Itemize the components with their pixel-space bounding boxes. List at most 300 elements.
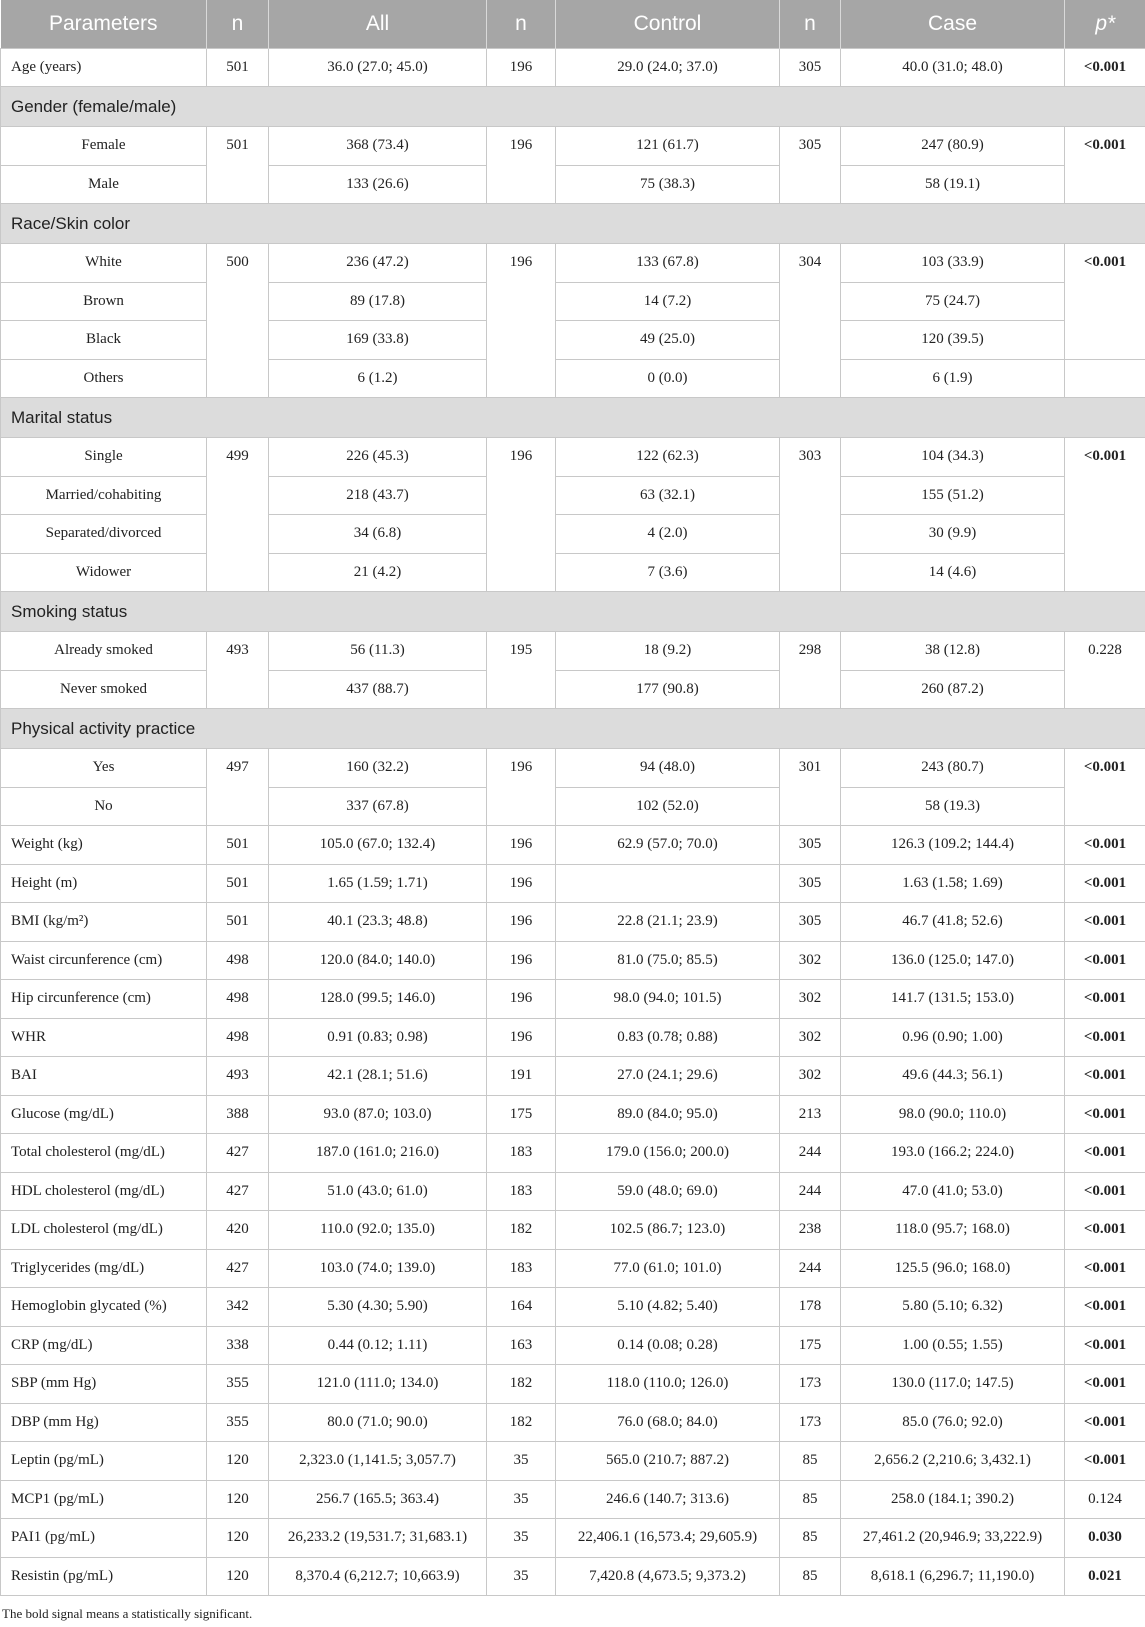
all-cell: 34 (6.8) <box>269 515 487 554</box>
n-case-cell: 244 <box>780 1249 841 1288</box>
n-case-cell: 305 <box>780 48 841 87</box>
all-cell: 93.0 (87.0; 103.0) <box>269 1095 487 1134</box>
case-cell: 155 (51.2) <box>841 476 1065 515</box>
case-cell: 104 (34.3) <box>841 438 1065 477</box>
n-case-cell: 85 <box>780 1557 841 1596</box>
case-cell: 120 (39.5) <box>841 321 1065 360</box>
n-control-cell: 196 <box>487 826 556 865</box>
table-row <box>1 1557 1145 1596</box>
p-value-cell: <0.001 <box>1065 1018 1145 1057</box>
control-cell: 63 (32.1) <box>556 476 780 515</box>
control-cell: 7 (3.6) <box>556 553 780 592</box>
parameter-label: Male <box>1 165 207 204</box>
case-cell: 247 (80.9) <box>841 127 1065 166</box>
n-case-cell: 85 <box>780 1442 841 1481</box>
section-row <box>1 592 1145 632</box>
table-row <box>1 1288 1145 1327</box>
p-value-cell: <0.001 <box>1065 1365 1145 1404</box>
all-cell: 42.1 (28.1; 51.6) <box>269 1057 487 1096</box>
control-cell: 102.5 (86.7; 123.0) <box>556 1211 780 1250</box>
n-all-cell: 427 <box>207 1134 269 1173</box>
p-value-cell: <0.001 <box>1065 48 1145 87</box>
control-cell: 81.0 (75.0; 85.5) <box>556 941 780 980</box>
parameter-label: DBP (mm Hg) <box>1 1403 207 1442</box>
p-value-cell: 0.030 <box>1065 1519 1145 1558</box>
n-case-cell: 305 <box>780 127 841 204</box>
n-case-cell: 303 <box>780 438 841 592</box>
n-control-cell: 182 <box>487 1365 556 1404</box>
section-title-smoking: Smoking status <box>1 592 1145 632</box>
control-cell: 177 (90.8) <box>556 670 780 709</box>
case-cell: 2,656.2 (2,210.6; 3,432.1) <box>841 1442 1065 1481</box>
parameter-label: Triglycerides (mg/dL) <box>1 1249 207 1288</box>
all-cell: 26,233.2 (19,531.7; 31,683.1) <box>269 1519 487 1558</box>
n-case-cell: 85 <box>780 1519 841 1558</box>
section-title-marital: Marital status <box>1 398 1145 438</box>
header-n-case: n <box>780 0 841 48</box>
parameter-label: LDL cholesterol (mg/dL) <box>1 1211 207 1250</box>
header-n-all: n <box>207 0 269 48</box>
p-value-cell: <0.001 <box>1065 864 1145 903</box>
all-cell: 2,323.0 (1,141.5; 3,057.7) <box>269 1442 487 1481</box>
control-cell: 22.8 (21.1; 23.9) <box>556 903 780 942</box>
parameter-label: Leptin (pg/mL) <box>1 1442 207 1481</box>
table-row <box>1 1480 1145 1519</box>
control-cell: 94 (48.0) <box>556 749 780 788</box>
parameter-label: Height (m) <box>1 864 207 903</box>
n-all-cell: 499 <box>207 438 269 592</box>
n-control-cell: 196 <box>487 864 556 903</box>
control-cell: 98.0 (94.0; 101.5) <box>556 980 780 1019</box>
parameter-label: Never smoked <box>1 670 207 709</box>
p-value-cell: <0.001 <box>1065 127 1145 204</box>
all-cell: 51.0 (43.0; 61.0) <box>269 1172 487 1211</box>
all-cell: 218 (43.7) <box>269 476 487 515</box>
table-row <box>1 632 1145 671</box>
n-case-cell: 173 <box>780 1403 841 1442</box>
parameter-label: Glucose (mg/dL) <box>1 1095 207 1134</box>
n-case-cell: 238 <box>780 1211 841 1250</box>
p-value-cell: 0.021 <box>1065 1557 1145 1596</box>
parameter-label: Female <box>1 127 207 166</box>
control-cell: 59.0 (48.0; 69.0) <box>556 1172 780 1211</box>
table-row <box>1 864 1145 903</box>
n-control-cell: 182 <box>487 1211 556 1250</box>
n-case-cell: 85 <box>780 1480 841 1519</box>
table-row <box>1 359 1145 398</box>
n-control-cell: 164 <box>487 1288 556 1327</box>
n-control-cell: 175 <box>487 1095 556 1134</box>
case-cell: 40.0 (31.0; 48.0) <box>841 48 1065 87</box>
case-cell: 260 (87.2) <box>841 670 1065 709</box>
n-all-cell: 338 <box>207 1326 269 1365</box>
n-control-cell: 35 <box>487 1519 556 1558</box>
parameter-label: MCP1 (pg/mL) <box>1 1480 207 1519</box>
case-cell: 46.7 (41.8; 52.6) <box>841 903 1065 942</box>
table-row <box>1 476 1145 515</box>
n-control-cell: 35 <box>487 1442 556 1481</box>
p-value-cell: <0.001 <box>1065 1134 1145 1173</box>
parameter-label: White <box>1 244 207 283</box>
n-control-cell: 183 <box>487 1249 556 1288</box>
all-cell: 187.0 (161.0; 216.0) <box>269 1134 487 1173</box>
n-case-cell: 302 <box>780 941 841 980</box>
case-cell: 47.0 (41.0; 53.0) <box>841 1172 1065 1211</box>
all-cell: 437 (88.7) <box>269 670 487 709</box>
p-value-cell: <0.001 <box>1065 244 1145 360</box>
n-control-cell: 35 <box>487 1480 556 1519</box>
n-control-cell: 196 <box>487 941 556 980</box>
header-case: Case <box>841 0 1065 48</box>
table-row <box>1 438 1145 477</box>
control-cell: 18 (9.2) <box>556 632 780 671</box>
case-cell: 136.0 (125.0; 147.0) <box>841 941 1065 980</box>
p-value-cell: <0.001 <box>1065 1095 1145 1134</box>
p-value-cell: 0.228 <box>1065 632 1145 709</box>
all-cell: 1.65 (1.59; 1.71) <box>269 864 487 903</box>
n-all-cell: 500 <box>207 244 269 398</box>
parameter-label: SBP (mm Hg) <box>1 1365 207 1404</box>
table-row <box>1 321 1145 360</box>
control-cell: 0.14 (0.08; 0.28) <box>556 1326 780 1365</box>
parameter-label: Weight (kg) <box>1 826 207 865</box>
control-cell <box>556 864 780 903</box>
p-value-cell: <0.001 <box>1065 1288 1145 1327</box>
table-header <box>1 0 1145 48</box>
control-cell: 5.10 (4.82; 5.40) <box>556 1288 780 1327</box>
table-row <box>1 1057 1145 1096</box>
n-all-cell: 427 <box>207 1172 269 1211</box>
table-row <box>1 670 1145 709</box>
section-row <box>1 398 1145 438</box>
p-value-cell: <0.001 <box>1065 1172 1145 1211</box>
all-cell: 21 (4.2) <box>269 553 487 592</box>
all-cell: 8,370.4 (6,212.7; 10,663.9) <box>269 1557 487 1596</box>
section-title-activity: Physical activity practice <box>1 709 1145 749</box>
section-row <box>1 709 1145 749</box>
table-row <box>1 1519 1145 1558</box>
control-cell: 0 (0.0) <box>556 359 780 398</box>
parameter-label: Single <box>1 438 207 477</box>
table-row <box>1 826 1145 865</box>
all-cell: 56 (11.3) <box>269 632 487 671</box>
parameter-label: Already smoked <box>1 632 207 671</box>
parameter-label: No <box>1 787 207 826</box>
all-cell: 128.0 (99.5; 146.0) <box>269 980 487 1019</box>
n-case-cell: 302 <box>780 1057 841 1096</box>
table-row <box>1 1249 1145 1288</box>
control-cell: 22,406.1 (16,573.4; 29,605.9) <box>556 1519 780 1558</box>
table-row <box>1 48 1145 87</box>
case-cell: 58 (19.3) <box>841 787 1065 826</box>
control-cell: 102 (52.0) <box>556 787 780 826</box>
p-value-cell: <0.001 <box>1065 1442 1145 1481</box>
n-case-cell: 244 <box>780 1172 841 1211</box>
table-row <box>1 244 1145 283</box>
header-all: All <box>269 0 487 48</box>
parameter-label: BMI (kg/m²) <box>1 903 207 942</box>
control-cell: 565.0 (210.7; 887.2) <box>556 1442 780 1481</box>
case-cell: 193.0 (166.2; 224.0) <box>841 1134 1065 1173</box>
n-case-cell: 305 <box>780 826 841 865</box>
n-all-cell: 498 <box>207 941 269 980</box>
n-control-cell: 196 <box>487 244 556 398</box>
n-all-cell: 493 <box>207 1057 269 1096</box>
n-all-cell: 501 <box>207 48 269 87</box>
parameter-label: Separated/divorced <box>1 515 207 554</box>
table-row <box>1 1326 1145 1365</box>
case-cell: 85.0 (76.0; 92.0) <box>841 1403 1065 1442</box>
all-cell: 80.0 (71.0; 90.0) <box>269 1403 487 1442</box>
n-control-cell: 182 <box>487 1403 556 1442</box>
control-cell: 14 (7.2) <box>556 282 780 321</box>
n-all-cell: 501 <box>207 864 269 903</box>
all-cell: 236 (47.2) <box>269 244 487 283</box>
n-case-cell: 298 <box>780 632 841 709</box>
control-cell: 76.0 (68.0; 84.0) <box>556 1403 780 1442</box>
section-row <box>1 87 1145 127</box>
table-row <box>1 980 1145 1019</box>
table-row <box>1 1365 1145 1404</box>
n-control-cell: 196 <box>487 438 556 592</box>
section-title-gender: Gender (female/male) <box>1 87 1145 127</box>
case-cell: 8,618.1 (6,296.7; 11,190.0) <box>841 1557 1065 1596</box>
table-row <box>1 1211 1145 1250</box>
parameter-label: Widower <box>1 553 207 592</box>
n-control-cell: 196 <box>487 127 556 204</box>
parameter-label: Others <box>1 359 207 398</box>
n-case-cell: 175 <box>780 1326 841 1365</box>
control-cell: 133 (67.8) <box>556 244 780 283</box>
p-value-cell: <0.001 <box>1065 980 1145 1019</box>
parameter-label: Waist circunference (cm) <box>1 941 207 980</box>
n-control-cell: 196 <box>487 903 556 942</box>
header-control: Control <box>556 0 780 48</box>
control-cell: 49 (25.0) <box>556 321 780 360</box>
control-cell: 0.83 (0.78; 0.88) <box>556 1018 780 1057</box>
all-cell: 6 (1.2) <box>269 359 487 398</box>
all-cell: 0.44 (0.12; 1.11) <box>269 1326 487 1365</box>
case-cell: 103 (33.9) <box>841 244 1065 283</box>
table-row <box>1 165 1145 204</box>
case-cell: 27,461.2 (20,946.9; 33,222.9) <box>841 1519 1065 1558</box>
table-row <box>1 1403 1145 1442</box>
n-all-cell: 120 <box>207 1557 269 1596</box>
parameter-label: BAI <box>1 1057 207 1096</box>
all-cell: 133 (26.6) <box>269 165 487 204</box>
all-cell: 256.7 (165.5; 363.4) <box>269 1480 487 1519</box>
control-cell: 122 (62.3) <box>556 438 780 477</box>
n-all-cell: 120 <box>207 1480 269 1519</box>
p-value-cell: <0.001 <box>1065 1326 1145 1365</box>
p-value-cell: <0.001 <box>1065 438 1145 592</box>
numeric-rows <box>1 826 1145 1596</box>
n-all-cell: 420 <box>207 1211 269 1250</box>
table-row <box>1 515 1145 554</box>
n-all-cell: 498 <box>207 1018 269 1057</box>
all-cell: 110.0 (92.0; 135.0) <box>269 1211 487 1250</box>
n-control-cell: 35 <box>487 1557 556 1596</box>
all-cell: 337 (67.8) <box>269 787 487 826</box>
all-cell: 103.0 (74.0; 139.0) <box>269 1249 487 1288</box>
all-cell: 5.30 (4.30; 5.90) <box>269 1288 487 1327</box>
n-control-cell: 196 <box>487 1018 556 1057</box>
table-row <box>1 749 1145 788</box>
case-cell: 30 (9.9) <box>841 515 1065 554</box>
table-row <box>1 553 1145 592</box>
n-all-cell: 501 <box>207 826 269 865</box>
p-value-cell: <0.001 <box>1065 903 1145 942</box>
case-cell: 75 (24.7) <box>841 282 1065 321</box>
parameter-label: HDL cholesterol (mg/dL) <box>1 1172 207 1211</box>
table-row <box>1 941 1145 980</box>
n-case-cell: 305 <box>780 903 841 942</box>
n-control-cell: 183 <box>487 1172 556 1211</box>
n-control-cell: 196 <box>487 980 556 1019</box>
all-cell: 169 (33.8) <box>269 321 487 360</box>
n-control-cell: 163 <box>487 1326 556 1365</box>
control-cell: 75 (38.3) <box>556 165 780 204</box>
n-all-cell: 501 <box>207 127 269 204</box>
p-value-cell: <0.001 <box>1065 749 1145 826</box>
table-body <box>1 48 1145 826</box>
n-case-cell: 304 <box>780 244 841 398</box>
n-case-cell: 244 <box>780 1134 841 1173</box>
case-cell: 118.0 (95.7; 168.0) <box>841 1211 1065 1250</box>
all-cell: 40.1 (23.3; 48.8) <box>269 903 487 942</box>
control-cell: 121 (61.7) <box>556 127 780 166</box>
all-cell: 105.0 (67.0; 132.4) <box>269 826 487 865</box>
n-all-cell: 427 <box>207 1249 269 1288</box>
control-cell: 27.0 (24.1; 29.6) <box>556 1057 780 1096</box>
table-row <box>1 787 1145 826</box>
header-p-value: p* <box>1065 0 1145 48</box>
all-cell: 89 (17.8) <box>269 282 487 321</box>
p-value-cell: 0.124 <box>1065 1480 1145 1519</box>
parameter-label: Age (years) <box>1 48 207 87</box>
control-cell: 118.0 (110.0; 126.0) <box>556 1365 780 1404</box>
all-cell: 121.0 (111.0; 134.0) <box>269 1365 487 1404</box>
all-cell: 368 (73.4) <box>269 127 487 166</box>
table-row <box>1 1018 1145 1057</box>
n-case-cell: 302 <box>780 1018 841 1057</box>
parameter-label: Total cholesterol (mg/dL) <box>1 1134 207 1173</box>
table-row <box>1 1172 1145 1211</box>
all-cell: 36.0 (27.0; 45.0) <box>269 48 487 87</box>
p-value-cell: <0.001 <box>1065 1249 1145 1288</box>
n-case-cell: 173 <box>780 1365 841 1404</box>
header-parameters: Parameters <box>1 0 207 48</box>
all-cell: 160 (32.2) <box>269 749 487 788</box>
case-cell: 38 (12.8) <box>841 632 1065 671</box>
n-all-cell: 355 <box>207 1403 269 1442</box>
case-cell: 14 (4.6) <box>841 553 1065 592</box>
case-cell: 58 (19.1) <box>841 165 1065 204</box>
n-all-cell: 355 <box>207 1365 269 1404</box>
parameter-label: Hemoglobin glycated (%) <box>1 1288 207 1327</box>
parameter-label: CRP (mg/dL) <box>1 1326 207 1365</box>
parameter-label: Hip circunference (cm) <box>1 980 207 1019</box>
table-row <box>1 127 1145 166</box>
case-cell: 1.00 (0.55; 1.55) <box>841 1326 1065 1365</box>
n-case-cell: 305 <box>780 864 841 903</box>
parameter-label: PAI1 (pg/mL) <box>1 1519 207 1558</box>
case-cell: 126.3 (109.2; 144.4) <box>841 826 1065 865</box>
section-title-race: Race/Skin color <box>1 204 1145 244</box>
n-all-cell: 342 <box>207 1288 269 1327</box>
all-cell: 120.0 (84.0; 140.0) <box>269 941 487 980</box>
parameter-label: Resistin (pg/mL) <box>1 1557 207 1596</box>
parameter-label: Brown <box>1 282 207 321</box>
table-row <box>1 1442 1145 1481</box>
p-value-cell-empty <box>1065 359 1145 398</box>
table-row <box>1 1095 1145 1134</box>
n-case-cell: 301 <box>780 749 841 826</box>
all-cell: 226 (45.3) <box>269 438 487 477</box>
n-all-cell: 498 <box>207 980 269 1019</box>
case-cell: 258.0 (184.1; 390.2) <box>841 1480 1065 1519</box>
n-all-cell: 120 <box>207 1442 269 1481</box>
table-row <box>1 282 1145 321</box>
case-cell: 1.63 (1.58; 1.69) <box>841 864 1065 903</box>
table-row <box>1 903 1145 942</box>
case-cell: 243 (80.7) <box>841 749 1065 788</box>
n-control-cell: 196 <box>487 48 556 87</box>
case-cell: 49.6 (44.3; 56.1) <box>841 1057 1065 1096</box>
n-all-cell: 388 <box>207 1095 269 1134</box>
n-control-cell: 183 <box>487 1134 556 1173</box>
p-value-cell: <0.001 <box>1065 941 1145 980</box>
n-all-cell: 501 <box>207 903 269 942</box>
case-cell: 98.0 (90.0; 110.0) <box>841 1095 1065 1134</box>
header-n-control: n <box>487 0 556 48</box>
case-cell: 125.5 (96.0; 168.0) <box>841 1249 1065 1288</box>
n-case-cell: 178 <box>780 1288 841 1327</box>
control-cell: 29.0 (24.0; 37.0) <box>556 48 780 87</box>
p-value-cell: <0.001 <box>1065 826 1145 865</box>
parameter-label: Black <box>1 321 207 360</box>
control-cell: 77.0 (61.0; 101.0) <box>556 1249 780 1288</box>
control-cell: 4 (2.0) <box>556 515 780 554</box>
p-value-cell: <0.001 <box>1065 1057 1145 1096</box>
control-cell: 89.0 (84.0; 95.0) <box>556 1095 780 1134</box>
case-cell: 5.80 (5.10; 6.32) <box>841 1288 1065 1327</box>
p-value-cell: <0.001 <box>1065 1403 1145 1442</box>
n-all-cell: 497 <box>207 749 269 826</box>
p-value-cell: <0.001 <box>1065 1211 1145 1250</box>
section-row <box>1 204 1145 244</box>
case-cell: 0.96 (0.90; 1.00) <box>841 1018 1065 1057</box>
table-row <box>1 1134 1145 1173</box>
n-all-cell: 120 <box>207 1519 269 1558</box>
all-cell: 0.91 (0.83; 0.98) <box>269 1018 487 1057</box>
n-control-cell: 196 <box>487 749 556 826</box>
case-cell: 6 (1.9) <box>841 359 1065 398</box>
control-cell: 62.9 (57.0; 70.0) <box>556 826 780 865</box>
parameter-label: Married/cohabiting <box>1 476 207 515</box>
parameter-label: WHR <box>1 1018 207 1057</box>
control-cell: 7,420.8 (4,673.5; 9,373.2) <box>556 1557 780 1596</box>
n-all-cell: 493 <box>207 632 269 709</box>
footnote: The bold signal means a statistically significant. <box>2 1606 253 1621</box>
control-cell: 246.6 (140.7; 313.6) <box>556 1480 780 1519</box>
case-cell: 141.7 (131.5; 153.0) <box>841 980 1065 1019</box>
case-cell: 130.0 (117.0; 147.5) <box>841 1365 1065 1404</box>
parameter-label: Yes <box>1 749 207 788</box>
n-case-cell: 302 <box>780 980 841 1019</box>
control-cell: 179.0 (156.0; 200.0) <box>556 1134 780 1173</box>
n-control-cell: 195 <box>487 632 556 709</box>
